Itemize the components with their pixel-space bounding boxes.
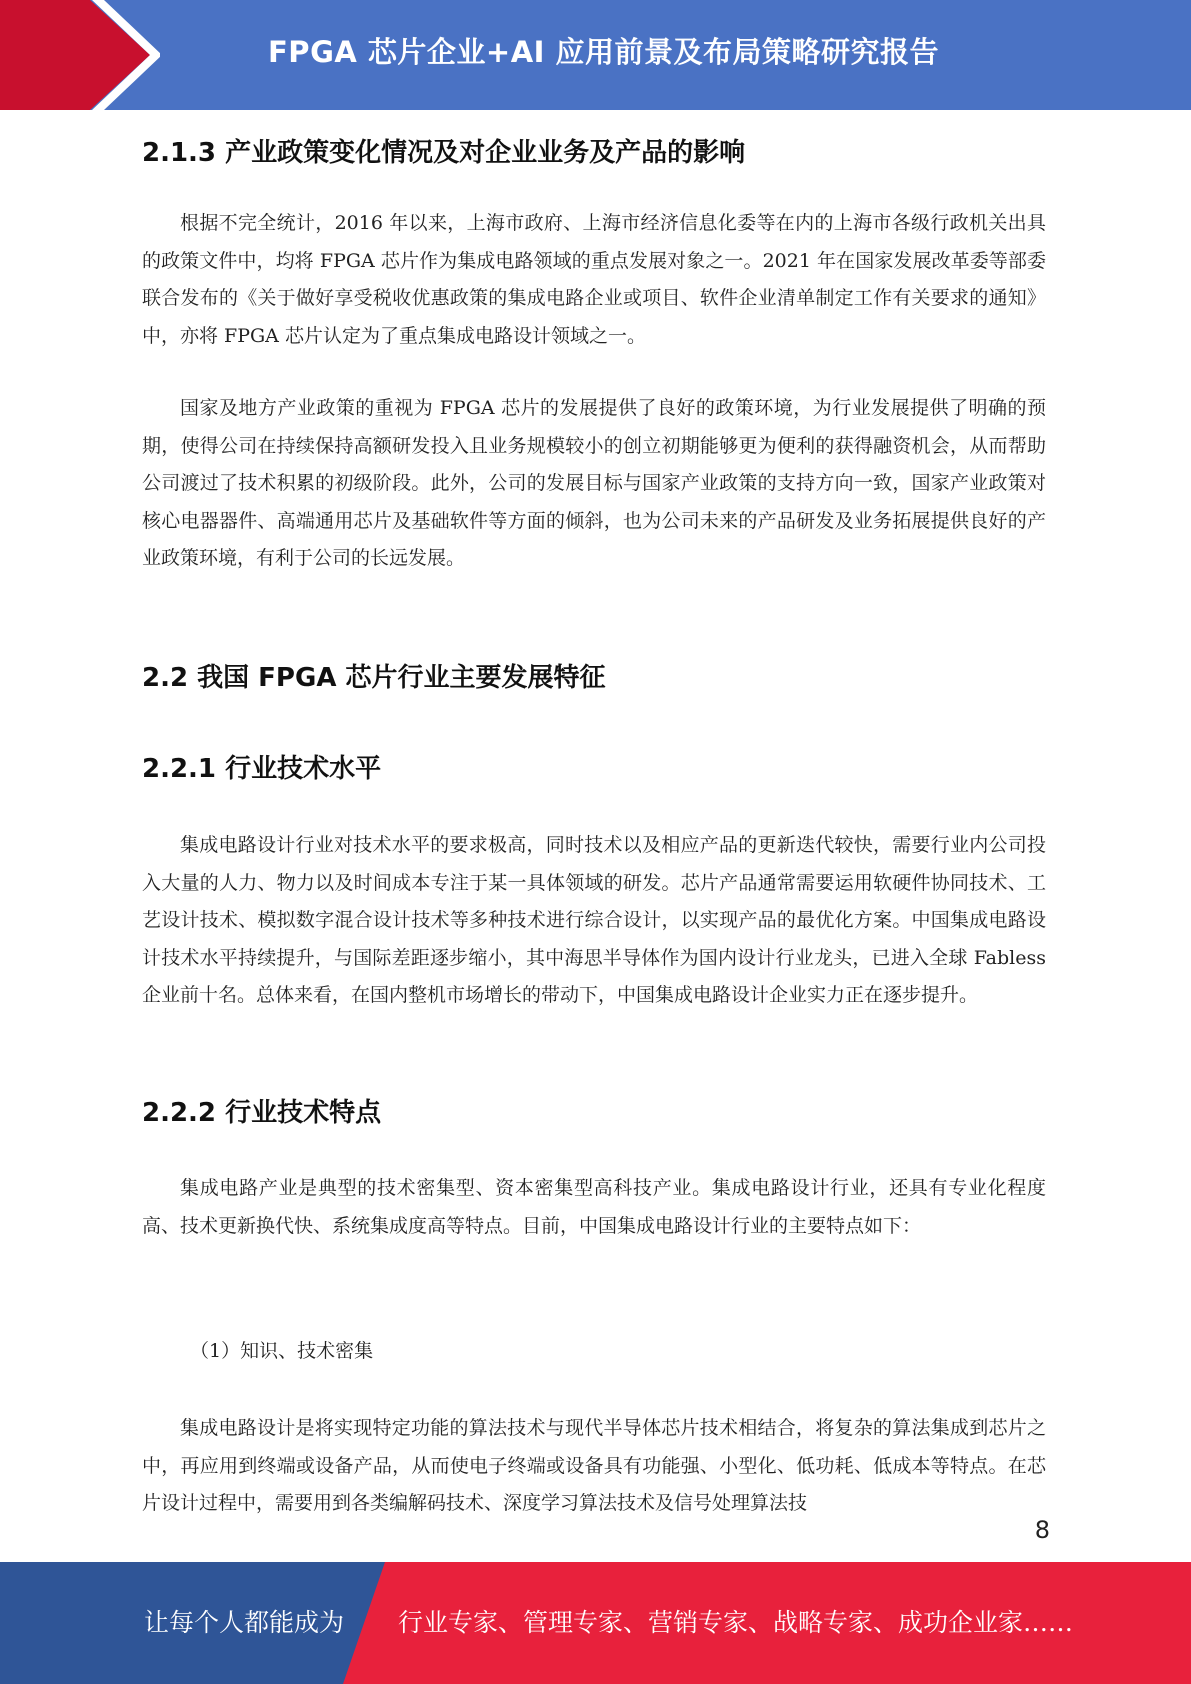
footer-slogan-right: 行业专家、管理专家、营销专家、战略专家、成功企业家…… (398, 1608, 1074, 1637)
page-header-banner (0, 0, 1191, 110)
section-heading-2-1-3: 2.1.3 产业政策变化情况及对企业业务及产品的影响 (142, 138, 746, 168)
paragraph-technical-features: 集成电路产业是典型的技术密集型、资本密集型高科技产业。集成电路设计行业，还具有专业化程度高、技术更新换代快、系统集成度高等特点。目前，中国集成电路设计行业的主要特点如下： (142, 1177, 1046, 1237)
paragraph-policy-statistics: 根据不完全统计，2016 年以来，上海市政府、上海市经济信息化委等在内的上海市各级行政机关出具的政策文件中，均将 FPGA 芯片作为集成电路领域的重点发展对象之一。2021 年在国家发展改革委等部委联合发布的《关于做好享受税收优惠政策的集成电路企业或项目、软件企业清单制定工作有关要求的通知》中，亦将 FPGA 芯片认定为了重点集成电路设计领域之一。 (142, 212, 1046, 347)
paragraph-policy-impact: 国家及地方产业政策的重视为 FPGA 芯片的发展提供了良好的政策环境，为行业发展提供了明确的预期，使得公司在持续保持高额研发投入且业务规模较小的创立初期能够更为便利的获得融资机会，从而帮助公司渡过了技术积累的初级阶段。此外，公司的发展目标与国家产业政策的支持方向一致，国家产业政策对核心电器器件、高端通用芯片及基础软件等方面的倾斜，也为公司未来的产品研发及业务拓展提供良好的产业政策环境，有利于公司的长远发展。 (142, 397, 1046, 569)
page-footer-banner (0, 1562, 1191, 1684)
page-number: 8 (1034, 1516, 1050, 1544)
list-item-knowledge-intensive: （1）知识、技术密集 (190, 1340, 374, 1362)
paragraph-technical-level: 集成电路设计行业对技术水平的要求极高，同时技术以及相应产品的更新迭代较快，需要行业内公司投入大量的人力、物力以及时间成本专注于某一具体领域的研发。芯片产品通常需要运用软硬件协同技术、工艺设计技术、模拟数字混合设计技术等多种技术进行综合设计，以实现产品的最优化方案。中国集成电路设计技术水平持续提升，与国际差距逐步缩小，其中海思半导体作为国内设计行业龙头，已进入全球 Fabless 企业前十名。总体来看，在国内整机市场增长的带动下，中国集成电路设计企业实力正在逐步提升。 (142, 834, 1046, 1006)
report-title: FPGA 芯片企业+AI 应用前景及布局策略研究报告 (268, 35, 940, 69)
footer-slogan-left: 让每个人都能成为 (144, 1608, 345, 1637)
section-heading-2-2-1: 2.2.1 行业技术水平 (142, 754, 382, 784)
paragraph-chip-design: 集成电路设计是将实现特定功能的算法技术与现代半导体芯片技术相结合，将复杂的算法集成到芯片之中，再应用到终端或设备产品，从而使电子终端或设备具有功能强、小型化、低功耗、低成本等特点。在芯片设计过程中，需要用到各类编解码技术、深度学习算法技术及信号处理算法技 (142, 1417, 1046, 1514)
section-heading-2-2: 2.2 我国 FPGA 芯片行业主要发展特征 (142, 663, 606, 693)
header-red-arrow-graphic (0, 0, 160, 110)
section-heading-2-2-2: 2.2.2 行业技术特点 (142, 1098, 382, 1128)
